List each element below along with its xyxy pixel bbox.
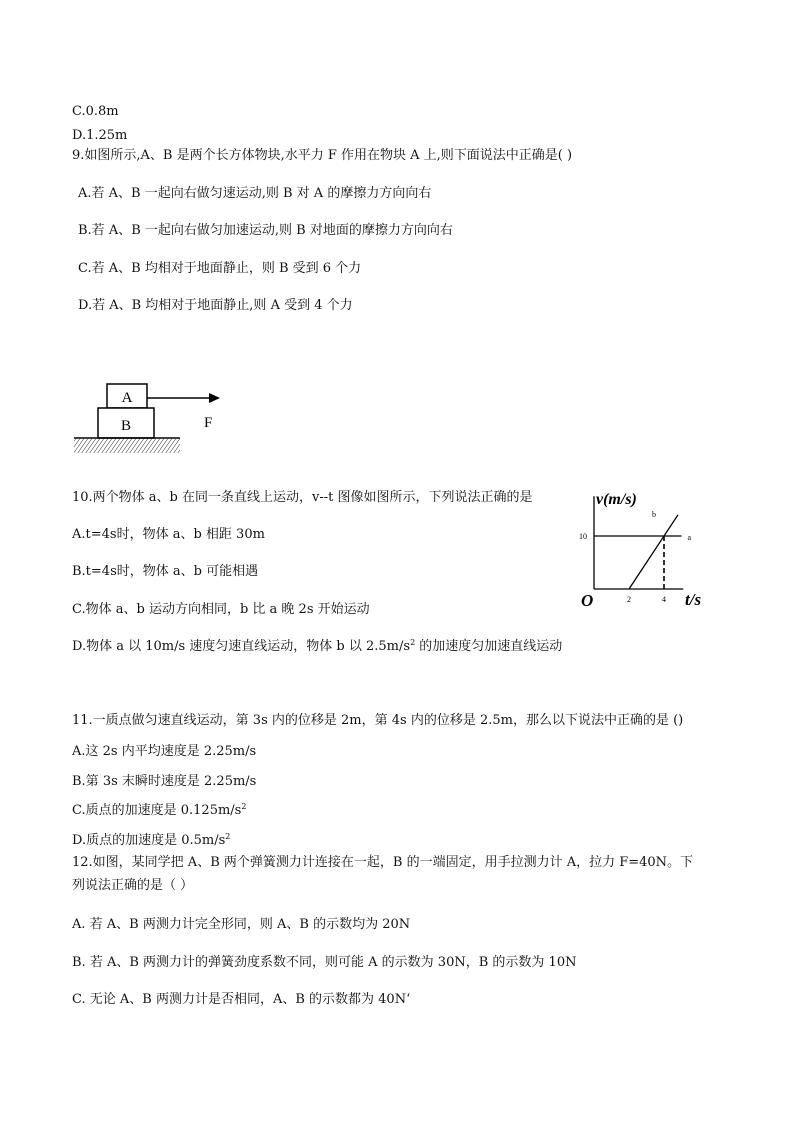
q9-option-a: A.若 A、B 一起向右做匀速运动,则 B 对 A 的摩擦力方向向右 <box>78 186 432 201</box>
ground-hatching <box>74 439 180 453</box>
q10-option-d-text-end: 的加速度匀加速直线运动 <box>415 639 563 654</box>
x-axis-label: t/s <box>685 590 702 609</box>
y-tick-label: 10 <box>579 532 587 541</box>
q11-option-c-text: C.质点的加速度是 0.125m/s <box>72 803 242 818</box>
q10-option-d <box>72 639 562 655</box>
prev-option-c: C.0.8m <box>72 104 119 119</box>
series-line-b <box>629 515 678 589</box>
q11-option-c <box>72 803 246 819</box>
q12-stem-line-1: 12.如图，某同学把 A、B 两个弹簧测力计连接在一起，B 的一端固定，用手拉测力计 A，拉力 F=40N。下 <box>72 855 694 870</box>
q12-option-a: A. 若 A、B 两测力计完全形同，则 A、B 的示数均为 20N <box>72 917 411 932</box>
block-b-label: B <box>120 418 132 434</box>
q11-option-d <box>72 833 230 849</box>
x-tick-label: 4 <box>662 595 666 604</box>
q11-option-b: B.第 3s 末瞬时速度是 2.25m/s <box>72 774 257 789</box>
vt-graph <box>570 482 715 614</box>
q11-option-c-exponent: 2 <box>241 802 247 811</box>
origin-label: O <box>581 591 594 610</box>
q9-option-c: C.若 A、B 均相对于地面静止，则 B 受到 6 个力 <box>78 261 362 276</box>
force-label: F <box>204 415 213 431</box>
q9-option-b: B.若 A、B 一起向右做匀加速运动,则 B 对地面的摩擦力方向向右 <box>78 223 453 238</box>
q11-option-d-text: D.质点的加速度是 0.5m/s <box>72 833 226 848</box>
q12-stem-line-2: 列说法正确的是（ ） <box>72 878 194 893</box>
block-a-label: A <box>121 390 133 406</box>
q10-stem: 10.两个物体 a、b 在同一条直线上运动，v--t 图像如图所示，下列说法正确的是 <box>72 490 533 505</box>
q10-option-a: A.t=4s时，物体 a、b 相距 30m <box>72 527 265 542</box>
q10-option-c: C.物体 a、b 运动方向相同，b 比 a 晚 2s 开始运动 <box>72 602 370 617</box>
x-tick-label: 2 <box>627 595 631 604</box>
series-label-a: a <box>687 533 692 542</box>
q11-option-a: A.这 2s 内平均速度是 2.25m/s <box>72 744 257 759</box>
q12-option-c: C. 无论 A、B 两测力计是否相同，A、B 的示数都为 40N‘ <box>72 992 411 1007</box>
prev-option-d: D.1.25m <box>72 128 128 143</box>
q10-option-d-exponent: 2 <box>410 638 416 647</box>
q10-option-d-text: D.物体 a 以 10m/s 速度匀速直线运动，物体 b 以 2.5m/s <box>72 639 411 654</box>
blocks-force-diagram <box>70 378 230 460</box>
q11-stem: 11.一质点做匀速直线运动，第 3s 内的位移是 2m，第 4s 内的位移是 2.5m，那么以下说法中正确的是 () <box>72 713 684 728</box>
force-arrowhead <box>209 393 220 403</box>
q11-option-d-exponent: 2 <box>225 832 231 841</box>
q9-stem: 9.如图所示,A、B 是两个长方体物块,水平力 F 作用在物块 A 上,则下面说法中正确是( ) <box>72 148 573 163</box>
q9-option-d: D.若 A、B 均相对于地面静止,则 A 受到 4 个力 <box>78 298 353 313</box>
q12-option-b: B. 若 A、B 两测力计的弹簧劲度系数不同，则可能 A 的示数为 30N，B 的示数为 10N <box>72 955 577 970</box>
q10-option-b: B.t=4s时，物体 a、b 可能相遇 <box>72 564 259 579</box>
y-axis-label: v(m/s) <box>596 491 637 508</box>
series-label-b: b <box>652 509 656 519</box>
